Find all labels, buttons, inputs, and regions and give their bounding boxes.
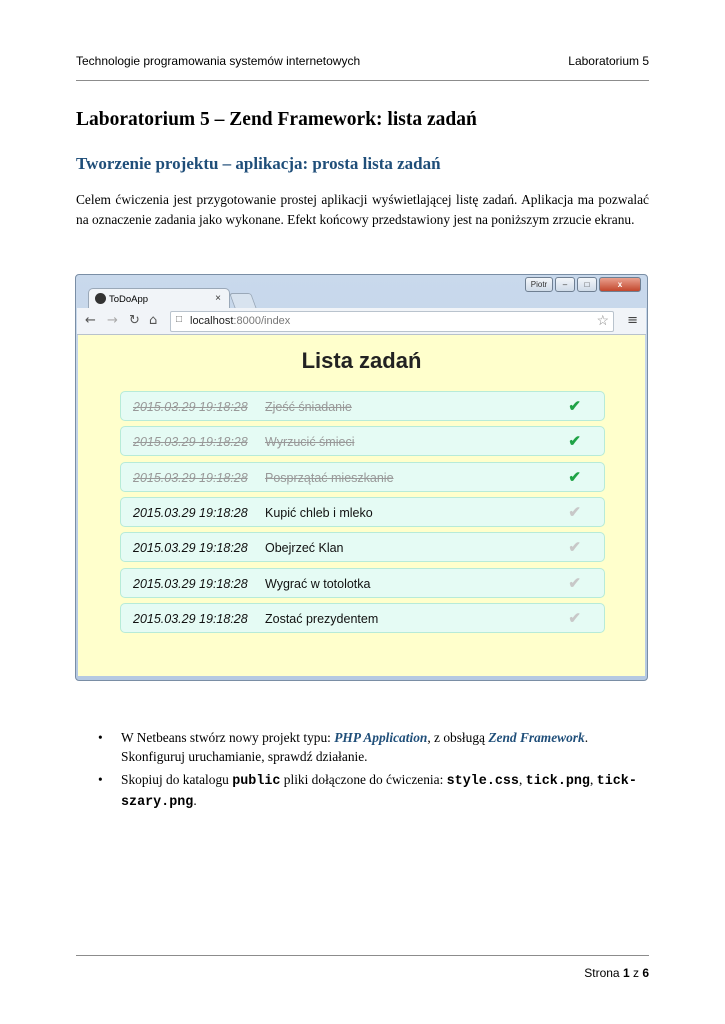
bullet-icon: •: [98, 772, 103, 787]
bullet-text: W Netbeans stwórz nowy projekt typu:: [121, 730, 335, 745]
task-row[interactable]: [120, 497, 605, 527]
check-done-icon[interactable]: ✔: [568, 433, 581, 451]
app-page: [78, 335, 645, 676]
folder-name: public: [232, 774, 281, 789]
bullet-text: ,: [589, 772, 597, 787]
bullet-text: , z obsługą: [427, 730, 489, 745]
file-name: tick.png: [525, 774, 590, 789]
bullet-text: .: [193, 793, 197, 808]
browser-screenshot: [75, 274, 648, 681]
total-pages: 6: [642, 966, 649, 980]
tab-title: ToDoApp: [109, 294, 149, 305]
task-name: Wygrać w totolotka: [265, 576, 371, 591]
file-name: tick-szary.png: [121, 774, 637, 810]
instruction-item: [98, 770, 649, 812]
bullet-text: ,: [518, 772, 526, 787]
close-icon: x: [599, 277, 641, 292]
new-tab-button: [229, 293, 257, 309]
reload-icon: ↻: [129, 313, 140, 328]
bullet-icon: •: [98, 730, 103, 745]
instruction-list: [98, 728, 649, 816]
task-date: 2015.03.29 19:18:28: [133, 470, 248, 485]
section-title: Tworzenie projektu – aplikacja: prosta lista zadań: [76, 154, 441, 173]
task-date: 2015.03.29 19:18:28: [133, 611, 248, 626]
zend-framework-term: Zend Framework: [488, 730, 585, 745]
task-name: Posprzątać mieszkanie: [265, 470, 394, 485]
php-application-term: PHP Application: [334, 730, 428, 745]
browser-tab: [88, 288, 230, 309]
task-date: 2015.03.29 19:18:28: [133, 435, 248, 450]
task-name: Wyrzucić śmieci: [265, 435, 355, 450]
task-date: 2015.03.29 19:18:28: [133, 400, 248, 414]
task-name: Obejrzeć Klan: [265, 541, 344, 556]
file-name: style.css: [446, 774, 519, 789]
task-date: 2015.03.29 19:18:28: [133, 576, 248, 591]
page-title: Laboratorium 5 – Zend Framework: lista zadań: [76, 109, 477, 130]
bookmark-star-icon: ☆: [596, 312, 609, 328]
home-icon: ⌂: [149, 313, 158, 328]
task-name: Kupić chleb i mleko: [265, 505, 373, 520]
address-text: [190, 315, 290, 327]
page-footer: [76, 955, 649, 986]
check-pending-icon[interactable]: ✔: [568, 503, 581, 521]
header-lab: Laboratorium 5: [568, 54, 649, 68]
bullet-text: Skopiuj do katalogu: [121, 772, 233, 787]
task-row[interactable]: [120, 568, 605, 598]
page-number: [584, 966, 649, 980]
back-icon: ←: [85, 313, 96, 328]
url-path: :8000/index: [233, 315, 291, 327]
minimize-icon: –: [555, 277, 575, 292]
url-host: localhost: [190, 315, 234, 327]
task-row[interactable]: [120, 603, 605, 633]
task-date: 2015.03.29 19:18:28: [133, 505, 248, 520]
instruction-item: [98, 728, 649, 766]
task-date: 2015.03.29 19:18:28: [133, 541, 248, 556]
window-controls: [525, 277, 641, 292]
user-button: Piotr: [525, 277, 553, 292]
task-name: Zjeść śniadanie: [265, 400, 352, 414]
page-label: Strona: [584, 966, 623, 980]
check-pending-icon[interactable]: ✔: [568, 574, 581, 592]
page-separator: z: [629, 966, 643, 980]
header-course: Technologie programowania systemów internetowych: [76, 54, 361, 68]
favicon-icon: [95, 293, 106, 304]
forward-icon: →: [107, 313, 118, 328]
app-title: Lista zadań: [301, 348, 422, 373]
browser-toolbar: [77, 308, 646, 335]
task-row[interactable]: [120, 462, 605, 492]
task-row[interactable]: [120, 391, 605, 421]
page-header: [76, 54, 649, 81]
bullet-text: pliki dołączone do ćwiczenia:: [280, 772, 447, 787]
check-done-icon[interactable]: ✔: [568, 398, 581, 415]
tab-close-icon: ×: [215, 293, 221, 304]
check-pending-icon[interactable]: ✔: [568, 539, 581, 557]
task-row[interactable]: [120, 426, 605, 456]
check-pending-icon[interactable]: ✔: [568, 609, 581, 627]
page-icon: □: [176, 314, 183, 325]
maximize-icon: □: [577, 277, 597, 292]
check-done-icon[interactable]: ✔: [568, 468, 581, 486]
task-row[interactable]: [120, 532, 605, 562]
current-page: 1: [622, 966, 630, 980]
bullet-text: . Skonfiguruj uruchamianie, sprawdź działanie.: [121, 730, 589, 764]
intro-paragraph: Celem ćwiczenia jest przygotowanie prostej aplikacji wyświetlającej listę zadań. Aplikacja ma pozwalać na oznaczenie zadania jako wykonane. Efekt końcowy przedstawiony jest na poniższym zrzucie ekranu.: [76, 192, 649, 227]
task-name: Zostać prezydentem: [265, 611, 379, 626]
menu-icon: ≡: [627, 313, 638, 328]
address-bar: [170, 311, 614, 332]
